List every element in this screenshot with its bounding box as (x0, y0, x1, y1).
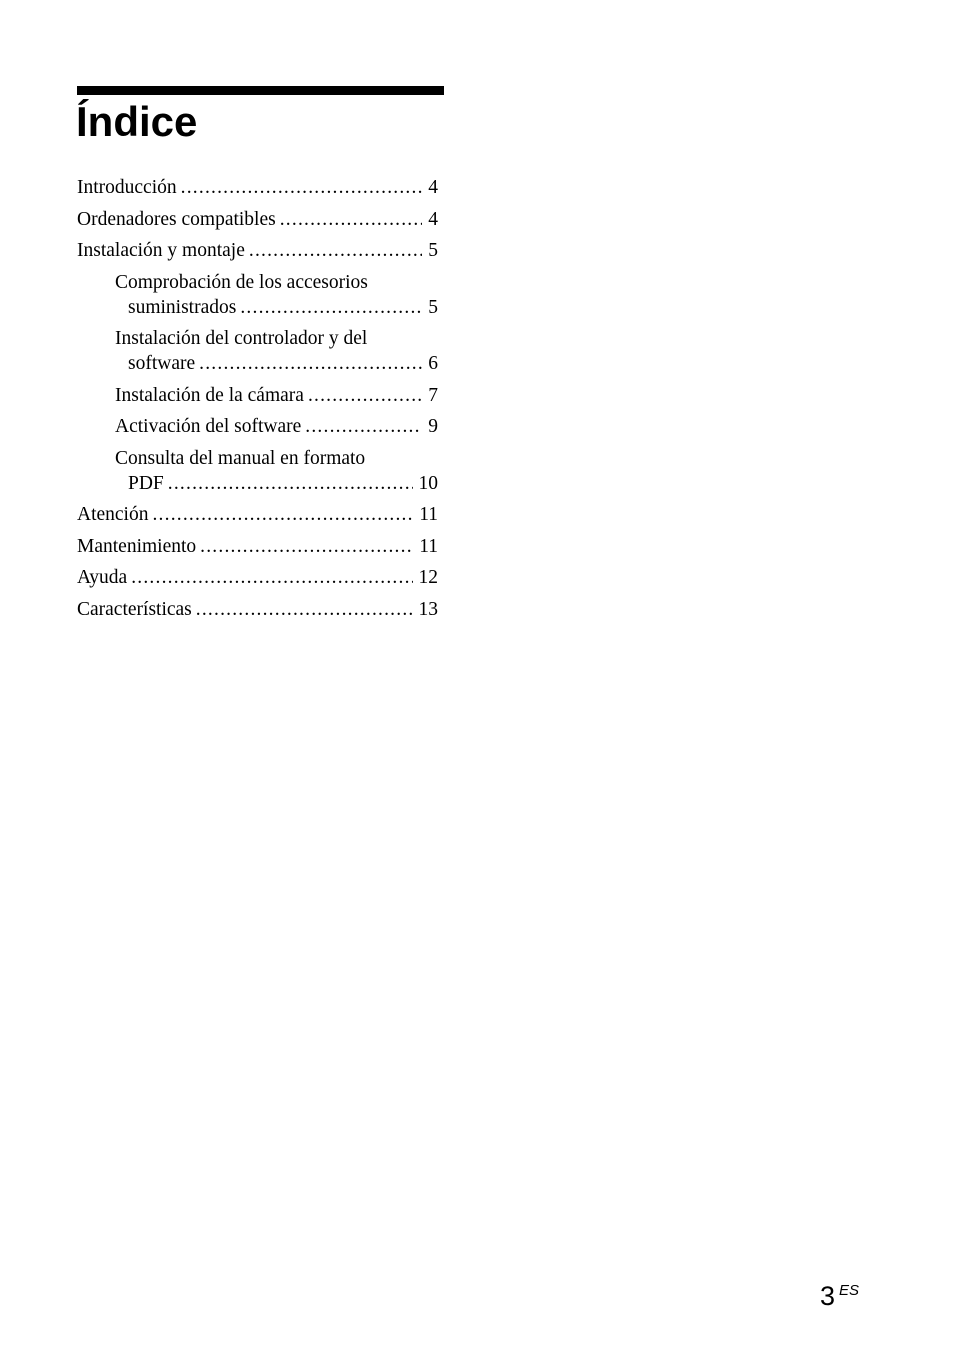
toc-entry-page: 11 (419, 535, 438, 557)
dot-leader (181, 175, 423, 200)
toc-entry-label: Introducción (77, 177, 177, 198)
toc-subentry[interactable] (77, 326, 438, 376)
dot-leader (199, 351, 422, 376)
toc-entry-label: Instalación de la cámara (115, 384, 304, 406)
toc-entry-label: Consulta del manual en formato (115, 447, 366, 469)
table-of-contents (77, 175, 438, 628)
toc-entry[interactable] (77, 502, 438, 527)
toc-entry-page: 5 (428, 296, 438, 318)
title-rule (77, 86, 444, 95)
toc-entry-page: 5 (428, 240, 438, 261)
toc-entry-label: Comprobación de los accesorios (115, 271, 368, 293)
dot-leader (152, 502, 413, 527)
toc-subentry[interactable] (77, 383, 438, 408)
toc-entry-label: Activación del software (115, 416, 302, 437)
dot-leader (200, 534, 413, 559)
toc-entry-label: Instalación del controlador y del (115, 328, 368, 349)
toc-entry-page: 10 (418, 472, 438, 494)
toc-entry-page: 6 (428, 353, 438, 374)
language-code: ES (839, 1282, 860, 1299)
toc-entry-label: Características (77, 598, 192, 620)
dot-leader (131, 565, 412, 590)
toc-entry-label-continued: PDF (128, 472, 164, 494)
toc-entry-page: 13 (418, 598, 438, 620)
toc-entry-label: Ordenadores compatibles (77, 208, 276, 230)
toc-entry-label-continued: suministrados (128, 296, 237, 318)
toc-entry[interactable] (77, 175, 438, 200)
toc-entry-page: 7 (428, 384, 438, 406)
toc-entry-label-continued: software (128, 353, 196, 374)
toc-entry[interactable] (77, 565, 438, 590)
toc-subentry[interactable] (77, 270, 438, 320)
toc-entry-page: 4 (428, 208, 438, 230)
toc-entry-label: Mantenimiento (77, 535, 197, 557)
page-footer (820, 1279, 859, 1313)
dot-leader (280, 207, 423, 232)
toc-entry[interactable] (77, 207, 438, 232)
dot-leader (168, 471, 413, 496)
toc-entry-label: Instalación y montaje (77, 240, 245, 261)
page-number: 3 (820, 1281, 836, 1311)
toc-entry-label: Atención (77, 504, 149, 525)
toc-entry-page: 4 (428, 177, 438, 198)
toc-entry[interactable] (77, 238, 438, 263)
dot-leader (240, 295, 422, 320)
dot-leader (196, 597, 413, 622)
dot-leader (308, 383, 422, 408)
dot-leader (305, 414, 422, 439)
toc-entry-page: 9 (428, 416, 438, 437)
toc-entry-page: 11 (419, 504, 438, 525)
toc-subentry[interactable] (77, 446, 438, 496)
dot-leader (249, 238, 422, 263)
toc-entry[interactable] (77, 597, 438, 622)
toc-subentry[interactable] (77, 414, 438, 439)
toc-entry-label: Ayuda (77, 567, 128, 588)
toc-entry[interactable] (77, 534, 438, 559)
toc-entry-page: 12 (418, 567, 438, 588)
page-title: Índice (76, 98, 198, 145)
